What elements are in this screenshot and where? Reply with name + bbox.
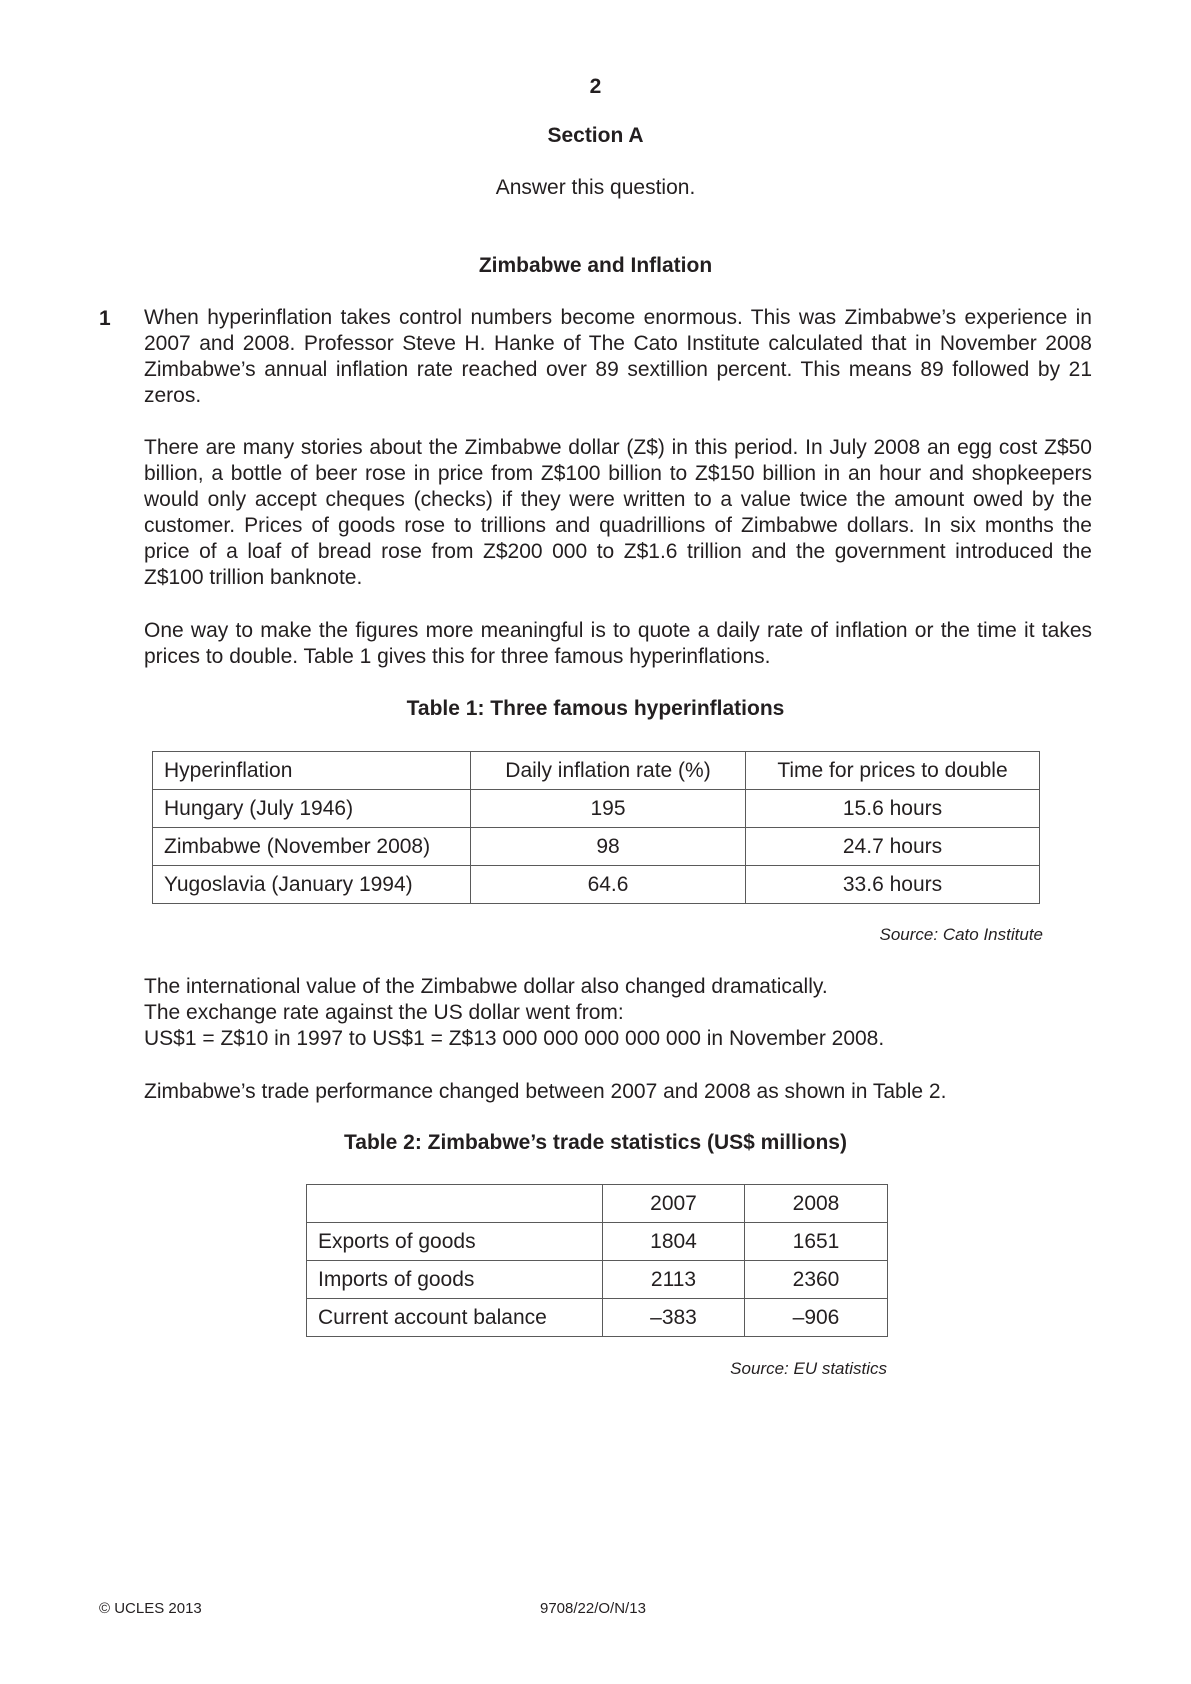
table2-header-cell: 2007 — [603, 1185, 745, 1223]
table-cell: Imports of goods — [307, 1261, 603, 1299]
table-row — [153, 866, 1040, 904]
table1-header-cell: Hyperinflation — [153, 752, 471, 790]
table-cell: Zimbabwe (November 2008) — [153, 828, 471, 866]
table1-source: Source: Cato Institute — [879, 925, 1043, 944]
page-number: 2 — [589, 75, 602, 98]
table1-header-cell: Daily inflation rate (%) — [471, 752, 746, 790]
table-cell: Current account balance — [307, 1299, 603, 1337]
table-cell: 2360 — [745, 1261, 888, 1299]
table-cell: 1804 — [603, 1223, 745, 1261]
footer-paper-code: 9708/22/O/N/13 — [540, 1600, 646, 1617]
paragraph-stories: There are many stories about the Zimbabwe dollar (Z$) in this period. In July 2008 an egg cost Z$50 billion, a bottle of beer rose in price from Z$100 billion to Z$150 billion in an hour and shopkeepers would only accept cheques (checks) if they were written to a value twice the amount owed by the customer. Prices of goods rose to trillions and quadrillions of Zimbabwe dollars. In six months the price of a loaf of bread rose from Z$200 000 to Z$1.6 trillion and the government introduced the Z$100 trillion banknote. — [144, 436, 1092, 589]
table-cell: Exports of goods — [307, 1223, 603, 1261]
table-cell: 98 — [471, 828, 746, 866]
section-title: Section A — [547, 124, 644, 147]
table2-source: Source: EU statistics — [730, 1359, 887, 1378]
exchange-line: The international value of the Zimbabwe dollar also changed dramatically. — [144, 975, 828, 998]
table-cell: Hungary (July 1946) — [153, 790, 471, 828]
table-cell: 24.7 hours — [746, 828, 1040, 866]
question-number: 1 — [99, 307, 111, 330]
table-row — [307, 1223, 888, 1261]
table-cell: –906 — [745, 1299, 888, 1337]
table-row — [153, 828, 1040, 866]
table2-header-cell — [307, 1185, 603, 1223]
exchange-line: US$1 = Z$10 in 1997 to US$1 = Z$13 000 000 000 000 000 in November 2008. — [144, 1027, 885, 1050]
table-cell: 1651 — [745, 1223, 888, 1261]
table-row — [307, 1299, 888, 1337]
table1-title: Table 1: Three famous hyperinflations — [406, 697, 785, 720]
table2-header-cell: 2008 — [745, 1185, 888, 1223]
table-cell: Yugoslavia (January 1994) — [153, 866, 471, 904]
exchange-line: The exchange rate against the US dollar went from: — [144, 1001, 624, 1024]
footer-copyright: © UCLES 2013 — [99, 1600, 202, 1617]
topic-title: Zimbabwe and Inflation — [478, 254, 713, 277]
exchange-rate-text — [144, 974, 1092, 1052]
paragraph-daily-rate: One way to make the figures more meaningful is to quote a daily rate of inflation or the time it takes prices to double. Table 1 gives this for three famous hyperinflations. — [144, 619, 1092, 668]
table-cell: 195 — [471, 790, 746, 828]
table-cell: 33.6 hours — [746, 866, 1040, 904]
table-cell: 15.6 hours — [746, 790, 1040, 828]
table2-title: Table 2: Zimbabwe’s trade statistics (US$ millions) — [344, 1131, 847, 1154]
table-cell: –383 — [603, 1299, 745, 1337]
table2-header-row — [307, 1185, 888, 1223]
table-row — [307, 1261, 888, 1299]
table1-hyperinflations — [152, 751, 1040, 904]
trade-intro: Zimbabwe’s trade performance changed between 2007 and 2008 as shown in Table 2. — [144, 1080, 947, 1103]
table1-header-cell: Time for prices to double — [746, 752, 1040, 790]
table-row — [153, 790, 1040, 828]
table-cell: 2113 — [603, 1261, 745, 1299]
table2-trade-statistics — [306, 1184, 888, 1337]
paragraph-intro: When hyperinflation takes control numbers become enormous. This was Zimbabwe’s experience in 2007 and 2008. Professor Steve H. Hanke of The Cato Institute calculated that in November 2008 Zimbabwe’s annual inflation rate reached over 89 sextillion percent. This means 89 followed by 21 zeros. — [144, 306, 1092, 407]
instruction-text: Answer this question. — [495, 176, 696, 199]
table-cell: 64.6 — [471, 866, 746, 904]
table1-header-row — [153, 752, 1040, 790]
